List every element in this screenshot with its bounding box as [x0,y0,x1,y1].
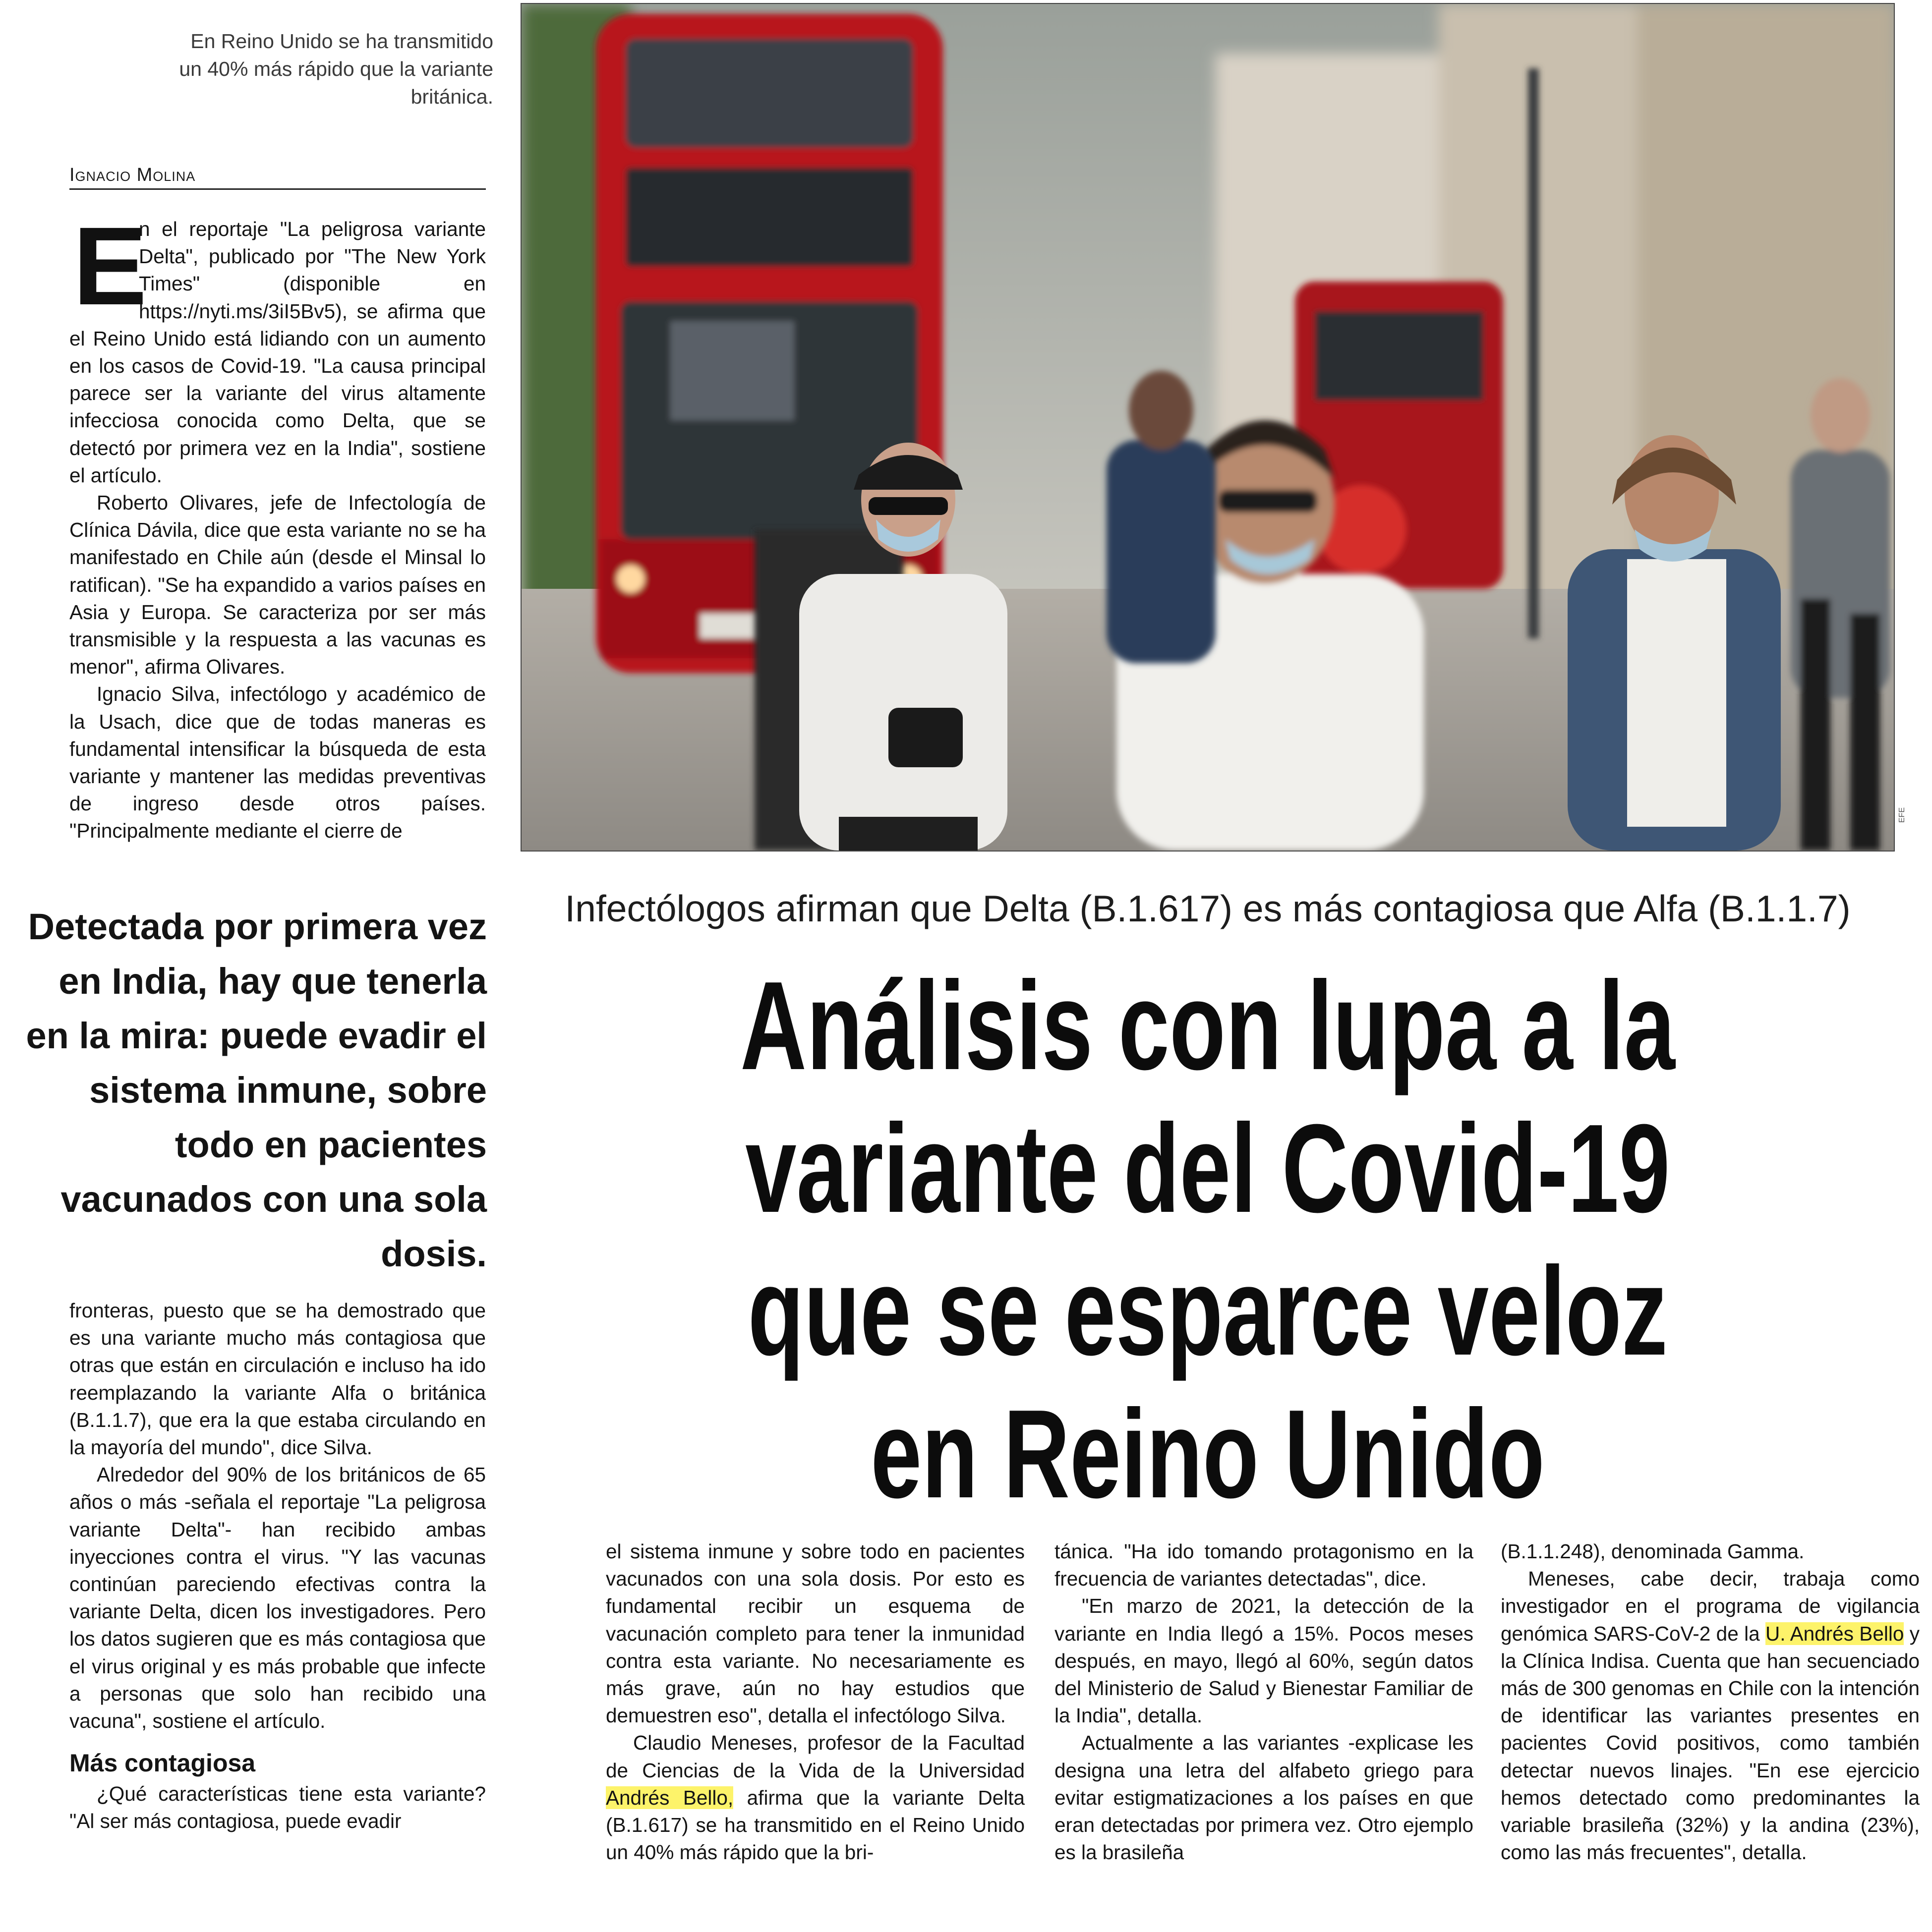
byline-rule [69,188,486,190]
paragraph-3: Ignacio Silva, infectólogo y académico de la Usach, dice que de todas maneras es fundamental intensificar la búsqueda de esta variante y mantener las medidas preventivas de ingreso desde otros países. "Principalmente mediante el cierre de [69,682,486,843]
article-column-1 [69,204,486,845]
paragraph-13 [1501,1565,1920,1866]
paragraph-5: Alrededor del 90% de los británicos de 65 años o más -señala el reportaje "La peligrosa variante Delta"- han recibido ambas inyecciones contra el virus. "Y las vacunas continúan pareciendo efectivas contra la variante Delta, dicen los investigadores. Pero los datos sugieren que es más contagiosa que el virus original y es más probable que infecte a personas que solo han recibido una vacuna", sostiene el artículo. [69,1463,486,1733]
paragraph-12: (B.1.1.248), denominada Gamma. [1501,1540,1805,1563]
paragraph-13-text-a: Meneses, cabe decir, trabaja como investigador en el programa de vigilancia genómica SARS-CoV-2 de la [1501,1567,1920,1645]
paragraph-9: tánica. "Ha ido tomando protagonismo en la frecuencia de variantes detectadas", dice. [1054,1540,1473,1591]
article-column-2 [606,1538,1025,1866]
drop-cap: E [73,204,147,328]
deck-summary: Detectada por primera vez en India, hay que tenerla en la mira: puede evadir el sistema inmune, sobre todo en pacientes vacunados con una sola dosis. [26,906,487,1274]
paragraph-13-text-b: y la Clínica Indisa. Cuenta que han secuenciado más de 300 genomas en Chile con la intención de identificar las variantes presentes en pacientes Covid positivos, como también detectar nuevos linajes. "En ese ejercicio hemos detectado como predominantes la variable brasileña (32%) y la andina (23%), como las más frecuentes", detalla. [1501,1622,1920,1864]
paragraph-2: Roberto Olivares, jefe de Infectología de Clínica Dávila, dice que esta variante no se ha manifestado en Chile aún (desde el Minsal lo ratifican). "Se ha expandido a varios países en Asia y Europa. Se caracteriza por ser más transmisible y la respuesta a las vacunas es menor", afirma Olivares. [69,491,486,679]
section-subhead: Más contagiosa [69,1749,256,1777]
news-photo [521,3,1895,852]
highlighted-university-name: Andrés Bello, [606,1786,734,1809]
main-headline: Análisis con lupa a la variante del Covid-19 que se esparce veloz en Reino Unido [740,955,1675,1524]
paragraph-1-text: n el reportaje "La peligrosa variante Delta", publicado por "The New York Times" (disponible en https://nyti.ms/3iI5Bv5), se afirma que el Reino Unido está lidiando con un aumento en los casos de Covid-19. "La causa principal parece ser la variante del virus altamente infecciosa conocida como Delta, que se detectó por primera vez en la India", sostiene el artículo. [69,218,486,487]
paragraph-8-text-b: afirma que la variante Delta (B.1.617) se ha transmitido en el Reino Unido un 40% más rápido que la bri- [606,1786,1025,1864]
headline-kicker: Infectólogos afirman que Delta (B.1.617) es más contagiosa que Alfa (B.1.1.7) [565,888,1851,929]
highlighted-university-name: U. Andrés Bello [1765,1622,1904,1645]
article-column-4 [1501,1538,1920,1866]
paragraph-8 [606,1729,1025,1866]
paragraph-11: Actualmente a las variantes -explicase les designa una letra del alfabeto griego para evitar estigmatizaciones a los países en que eran detectadas por primera vez. Otro ejemplo es la brasileña [1054,1731,1473,1864]
paragraph-4: fronteras, puesto que se ha demostrado que es una variante mucho más contagiosa que otras que están en circulación e incluso ha ido reemplazando la variante Alfa o británica (B.1.1.7), que era la que estaba circulando en la mayoría del mundo", dice Silva. [69,1299,486,1459]
photo-caption: En Reino Unido se ha transmitido un 40% más rápido que la variante británica. [179,30,493,108]
paragraph-8-text-a: Claudio Meneses, profesor de la Facultad de Ciencias de la Vida de la Universidad [606,1731,1025,1782]
paragraph-10: "En marzo de 2021, la detección de la variante en India llegó a 15%. Pocos meses después, en mayo, llegó al 60%, según datos del Ministerio de Salud y Bienestar Familiar de la India", detalla. [1054,1594,1473,1727]
author-byline: Ignacio Molina [69,165,196,185]
photo-credit-tag: EFE [1898,807,1906,823]
article-column-3 [1054,1538,1473,1866]
paragraph-6: ¿Qué características tiene esta variante? "Al ser más contagiosa, puede evadir [69,1782,486,1833]
article-column-1-continued [69,1297,486,1835]
paragraph-1 [69,204,486,489]
street-scene-illustration [522,4,1894,851]
paragraph-7: el sistema inmune y sobre todo en pacientes vacunados con una sola dosis. Por esto es fundamental recibir un esquema de vacunación completo para tener la inmunidad contra esta variante. No necesariamente es más grave, aún no hay estudios que demuestren eso", detalla el infectólogo Silva. [606,1540,1025,1727]
dropcap-spacer [69,204,147,328]
